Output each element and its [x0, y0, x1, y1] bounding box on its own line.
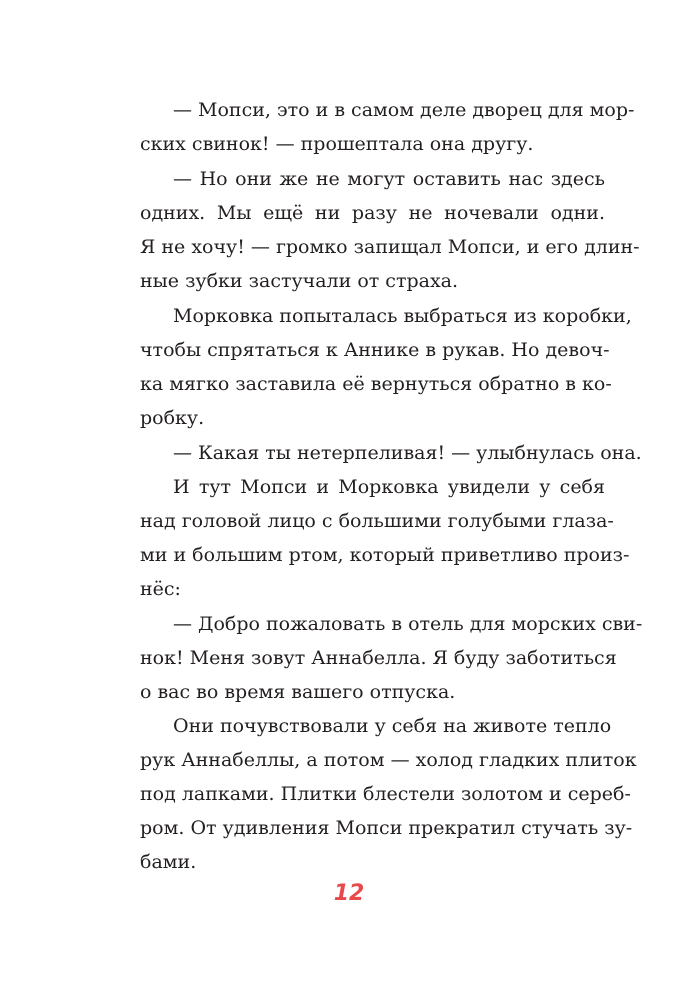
text-line: — Но они же не могут оставить нас здесь	[173, 168, 605, 190]
text-line: нёс:	[140, 578, 181, 600]
text-line: И тут Мопси и Морковка увидели у себя	[173, 476, 605, 498]
text-line: робку.	[140, 407, 205, 429]
text-line: о вас во время вашего отпуска.	[140, 681, 456, 703]
text-line: — Добро пожаловать в отель для морских сви-	[173, 613, 643, 635]
text-line: ми и большим ртом, который приветливо произ-	[140, 544, 630, 566]
text-line: ских свинок! — прошептала она другу.	[140, 133, 534, 155]
text-line: одних. Мы ещё ни разу не ночевали одни.	[140, 202, 605, 224]
text-line: бами.	[140, 851, 197, 873]
text-line: рук Аннабеллы, а потом — холод гладких плиток	[140, 749, 637, 771]
text-line: Я не хочу! — громко запищал Мопси, и его длин-	[140, 236, 640, 258]
text-line: чтобы спрятаться к Аннике в рукав. Но девоч-	[140, 339, 610, 361]
text-line: над головой лицо с большими голубыми глаза-	[140, 510, 614, 532]
text-line: ные зубки застучали от страха.	[140, 270, 459, 292]
text-line: Морковка попыталась выбраться из коробки,	[173, 305, 632, 327]
text-line: — Мопси, это и в самом деле дворец для мор-	[173, 99, 635, 121]
text-line: — Какая ты нетерпеливая! — улыбнулась она.	[173, 442, 642, 464]
text-line: ром. От удивления Мопси прекратил стучать зу-	[140, 817, 633, 839]
text-line: Они почувствовали у себя на животе тепло	[173, 715, 612, 737]
text-line: нок! Меня зовут Аннабелла. Я буду заботиться	[140, 647, 617, 669]
text-line: ка мягко заставила её вернуться обратно в ко-	[140, 373, 612, 395]
page-number: 12	[333, 881, 365, 906]
text-line: под лапками. Плитки блестели золотом и сереб-	[140, 783, 631, 805]
